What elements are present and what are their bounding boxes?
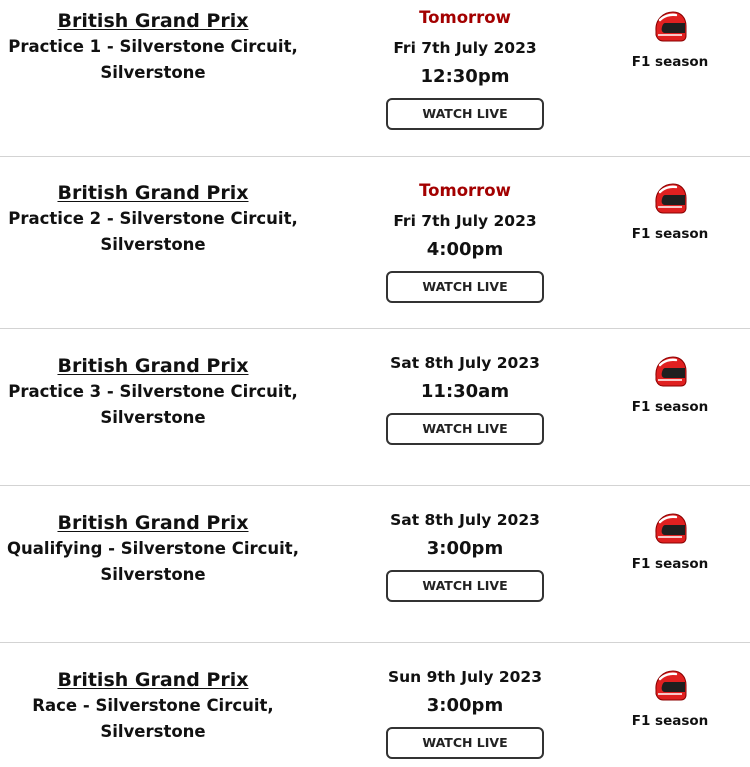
series-label[interactable]: F1 season (631, 556, 709, 572)
session-location: Practice 1 - Silverstone Circuit, (8, 37, 298, 56)
event-time: 3:00pm (426, 695, 504, 716)
watch-live-button[interactable]: WATCH LIVE (386, 413, 544, 445)
event-row (0, 329, 750, 486)
watch-live-button[interactable]: WATCH LIVE (386, 570, 544, 602)
session-location: Race - Silverstone Circuit, (32, 696, 274, 715)
event-timing (366, 510, 564, 602)
event-date: Fri 7th July 2023 (393, 212, 537, 230)
event-row (0, 157, 750, 329)
series-info (610, 9, 730, 71)
racing-helmet-icon (652, 668, 688, 704)
event-date: Sun 9th July 2023 (387, 668, 542, 686)
event-info (0, 510, 306, 588)
event-time: 4:00pm (426, 239, 504, 260)
session-location: Qualifying - Silverstone Circuit, (7, 539, 299, 558)
series-label[interactable]: F1 season (631, 226, 709, 242)
event-info (0, 180, 306, 258)
racing-helmet-icon (652, 511, 688, 547)
event-timing (366, 353, 564, 445)
event-row (0, 0, 750, 157)
session-venue: Silverstone (100, 63, 206, 82)
racing-helmet-icon (652, 9, 688, 45)
racing-helmet-icon (652, 354, 688, 390)
series-info (610, 181, 730, 243)
event-time: 11:30am (420, 381, 510, 402)
watch-live-button[interactable]: WATCH LIVE (386, 271, 544, 303)
event-title[interactable]: British Grand Prix (57, 669, 249, 691)
session-location: Practice 2 - Silverstone Circuit, (8, 209, 298, 228)
event-info (0, 667, 306, 745)
relative-day-label: Tomorrow (419, 8, 511, 27)
event-title[interactable]: British Grand Prix (57, 182, 249, 204)
session-venue: Silverstone (100, 408, 206, 427)
event-row (0, 643, 750, 767)
event-title[interactable]: British Grand Prix (57, 10, 249, 32)
series-info (610, 354, 730, 416)
event-info (0, 8, 306, 86)
series-label[interactable]: F1 season (631, 54, 709, 70)
series-label[interactable]: F1 season (631, 713, 709, 729)
series-label[interactable]: F1 season (631, 399, 709, 415)
event-time: 12:30pm (420, 66, 510, 87)
event-date: Fri 7th July 2023 (393, 39, 537, 57)
event-time: 3:00pm (426, 538, 504, 559)
series-info (610, 511, 730, 573)
session-venue: Silverstone (100, 722, 206, 741)
event-date: Sat 8th July 2023 (390, 354, 540, 372)
event-timing (366, 8, 564, 130)
session-location: Practice 3 - Silverstone Circuit, (8, 382, 298, 401)
racing-helmet-icon (652, 181, 688, 217)
session-venue: Silverstone (100, 565, 206, 584)
watch-live-button[interactable]: WATCH LIVE (386, 727, 544, 759)
event-title[interactable]: British Grand Prix (57, 355, 249, 377)
event-info (0, 353, 306, 431)
watch-live-button[interactable]: WATCH LIVE (386, 98, 544, 130)
event-date: Sat 8th July 2023 (390, 511, 540, 529)
event-row (0, 486, 750, 643)
series-info (610, 668, 730, 730)
event-timing (366, 181, 564, 303)
event-title[interactable]: British Grand Prix (57, 512, 249, 534)
relative-day-label: Tomorrow (419, 181, 511, 200)
session-venue: Silverstone (100, 235, 206, 254)
event-timing (366, 667, 564, 759)
